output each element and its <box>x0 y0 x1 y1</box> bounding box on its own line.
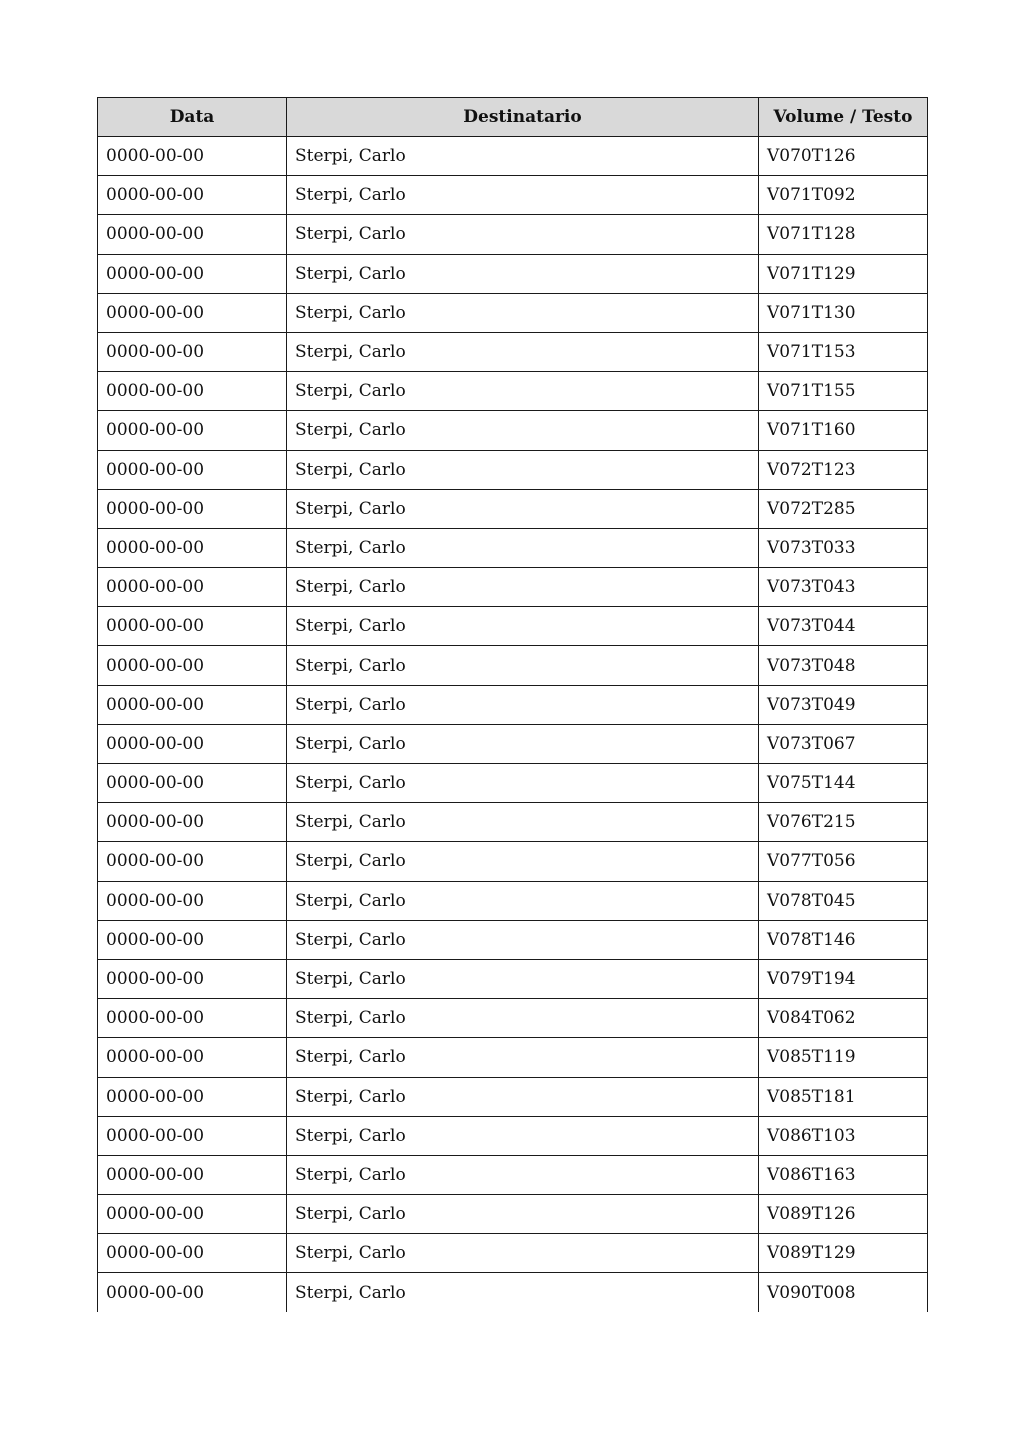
table-body <box>98 137 928 1313</box>
cell-date: 0000-00-00 <box>98 528 287 567</box>
cell-volume-testo: V073T049 <box>759 685 928 724</box>
cell-date: 0000-00-00 <box>98 764 287 803</box>
cell-date: 0000-00-00 <box>98 1155 287 1194</box>
cell-volume-testo: V071T128 <box>759 215 928 254</box>
cell-date: 0000-00-00 <box>98 881 287 920</box>
cell-volume-testo: V085T119 <box>759 1038 928 1077</box>
table-row <box>98 920 928 959</box>
table-row <box>98 411 928 450</box>
cell-destinatario: Sterpi, Carlo <box>287 1038 759 1077</box>
cell-volume-testo: V071T153 <box>759 332 928 371</box>
cell-destinatario: Sterpi, Carlo <box>287 137 759 176</box>
cell-volume-testo: V086T163 <box>759 1155 928 1194</box>
cell-volume-testo: V079T194 <box>759 959 928 998</box>
table-header-row <box>98 98 928 137</box>
table-row <box>98 999 928 1038</box>
cell-destinatario: Sterpi, Carlo <box>287 646 759 685</box>
cell-destinatario: Sterpi, Carlo <box>287 215 759 254</box>
cell-destinatario: Sterpi, Carlo <box>287 372 759 411</box>
cell-volume-testo: V071T155 <box>759 372 928 411</box>
cell-destinatario: Sterpi, Carlo <box>287 764 759 803</box>
cell-volume-testo: V073T067 <box>759 724 928 763</box>
table-row <box>98 1234 928 1273</box>
cell-destinatario: Sterpi, Carlo <box>287 332 759 371</box>
cell-destinatario: Sterpi, Carlo <box>287 920 759 959</box>
cell-date: 0000-00-00 <box>98 646 287 685</box>
cell-volume-testo: V086T103 <box>759 1116 928 1155</box>
cell-volume-testo: V084T062 <box>759 999 928 1038</box>
cell-date: 0000-00-00 <box>98 685 287 724</box>
cell-date: 0000-00-00 <box>98 215 287 254</box>
cell-volume-testo: V075T144 <box>759 764 928 803</box>
table-row <box>98 1077 928 1116</box>
cell-destinatario: Sterpi, Carlo <box>287 176 759 215</box>
cell-date: 0000-00-00 <box>98 999 287 1038</box>
column-header-destinatario: Destinatario <box>287 98 759 137</box>
table-row <box>98 959 928 998</box>
cell-volume-testo: V076T215 <box>759 803 928 842</box>
table-row <box>98 137 928 176</box>
cell-volume-testo: V073T048 <box>759 646 928 685</box>
cell-date: 0000-00-00 <box>98 293 287 332</box>
cell-volume-testo: V072T123 <box>759 450 928 489</box>
cell-destinatario: Sterpi, Carlo <box>287 1234 759 1273</box>
cell-volume-testo: V085T181 <box>759 1077 928 1116</box>
cell-volume-testo: V073T043 <box>759 568 928 607</box>
cell-destinatario: Sterpi, Carlo <box>287 999 759 1038</box>
table-row <box>98 215 928 254</box>
table-row <box>98 372 928 411</box>
column-header-volume-testo: Volume / Testo <box>759 98 928 137</box>
document-page <box>97 97 927 1312</box>
cell-date: 0000-00-00 <box>98 1234 287 1273</box>
table-row <box>98 803 928 842</box>
table-row <box>98 528 928 567</box>
table-row <box>98 1116 928 1155</box>
cell-volume-testo: V077T056 <box>759 842 928 881</box>
table-row <box>98 842 928 881</box>
letters-table <box>97 97 928 1312</box>
cell-volume-testo: V073T044 <box>759 607 928 646</box>
cell-volume-testo: V071T130 <box>759 293 928 332</box>
table-row <box>98 450 928 489</box>
table-row <box>98 764 928 803</box>
table-row <box>98 881 928 920</box>
cell-destinatario: Sterpi, Carlo <box>287 1077 759 1116</box>
table-row <box>98 568 928 607</box>
cell-date: 0000-00-00 <box>98 332 287 371</box>
cell-destinatario: Sterpi, Carlo <box>287 803 759 842</box>
cell-volume-testo: V071T129 <box>759 254 928 293</box>
cell-date: 0000-00-00 <box>98 1116 287 1155</box>
cell-volume-testo: V090T008 <box>759 1273 928 1312</box>
cell-destinatario: Sterpi, Carlo <box>287 293 759 332</box>
cell-date: 0000-00-00 <box>98 1195 287 1234</box>
cell-date: 0000-00-00 <box>98 1038 287 1077</box>
table-row <box>98 176 928 215</box>
cell-destinatario: Sterpi, Carlo <box>287 724 759 763</box>
cell-date: 0000-00-00 <box>98 568 287 607</box>
cell-date: 0000-00-00 <box>98 176 287 215</box>
column-header-data: Data <box>98 98 287 137</box>
table-row <box>98 607 928 646</box>
cell-volume-testo: V070T126 <box>759 137 928 176</box>
cell-destinatario: Sterpi, Carlo <box>287 1155 759 1194</box>
table-row <box>98 685 928 724</box>
cell-destinatario: Sterpi, Carlo <box>287 411 759 450</box>
cell-date: 0000-00-00 <box>98 803 287 842</box>
cell-volume-testo: V078T045 <box>759 881 928 920</box>
cell-volume-testo: V071T160 <box>759 411 928 450</box>
cell-destinatario: Sterpi, Carlo <box>287 959 759 998</box>
cell-destinatario: Sterpi, Carlo <box>287 1116 759 1155</box>
cell-destinatario: Sterpi, Carlo <box>287 528 759 567</box>
table-row <box>98 1038 928 1077</box>
table-row <box>98 1195 928 1234</box>
cell-volume-testo: V071T092 <box>759 176 928 215</box>
cell-volume-testo: V072T285 <box>759 489 928 528</box>
table-row <box>98 724 928 763</box>
cell-destinatario: Sterpi, Carlo <box>287 685 759 724</box>
cell-volume-testo: V089T129 <box>759 1234 928 1273</box>
cell-destinatario: Sterpi, Carlo <box>287 568 759 607</box>
cell-date: 0000-00-00 <box>98 1273 287 1312</box>
cell-date: 0000-00-00 <box>98 411 287 450</box>
cell-destinatario: Sterpi, Carlo <box>287 607 759 646</box>
cell-destinatario: Sterpi, Carlo <box>287 842 759 881</box>
cell-date: 0000-00-00 <box>98 450 287 489</box>
cell-date: 0000-00-00 <box>98 607 287 646</box>
cell-volume-testo: V078T146 <box>759 920 928 959</box>
table-row <box>98 293 928 332</box>
cell-date: 0000-00-00 <box>98 724 287 763</box>
table-row <box>98 489 928 528</box>
cell-destinatario: Sterpi, Carlo <box>287 1195 759 1234</box>
cell-volume-testo: V089T126 <box>759 1195 928 1234</box>
table-row <box>98 1273 928 1312</box>
cell-date: 0000-00-00 <box>98 842 287 881</box>
cell-date: 0000-00-00 <box>98 920 287 959</box>
cell-date: 0000-00-00 <box>98 1077 287 1116</box>
table-row <box>98 254 928 293</box>
cell-date: 0000-00-00 <box>98 372 287 411</box>
cell-destinatario: Sterpi, Carlo <box>287 881 759 920</box>
cell-date: 0000-00-00 <box>98 254 287 293</box>
cell-destinatario: Sterpi, Carlo <box>287 450 759 489</box>
cell-destinatario: Sterpi, Carlo <box>287 489 759 528</box>
table-row <box>98 332 928 371</box>
cell-volume-testo: V073T033 <box>759 528 928 567</box>
cell-destinatario: Sterpi, Carlo <box>287 1273 759 1312</box>
cell-destinatario: Sterpi, Carlo <box>287 254 759 293</box>
cell-date: 0000-00-00 <box>98 137 287 176</box>
cell-date: 0000-00-00 <box>98 489 287 528</box>
table-row <box>98 646 928 685</box>
table-row <box>98 1155 928 1194</box>
cell-date: 0000-00-00 <box>98 959 287 998</box>
